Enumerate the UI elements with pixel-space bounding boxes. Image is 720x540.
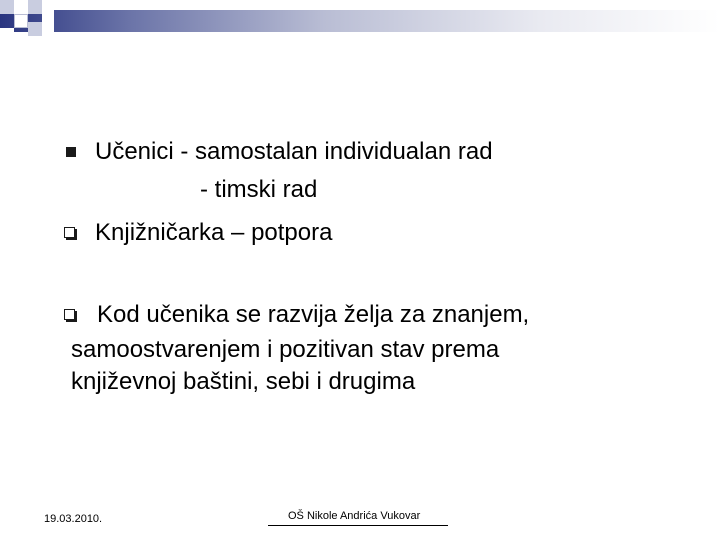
footer-date: 19.03.2010. [44,513,103,525]
bullet-2-line-1: Knjižničarka – potpora [95,219,333,246]
decor-square [14,14,28,28]
decor-square [28,0,42,14]
bullet-3-line-1: Kod učenika se razvija želja za znanjem, [97,301,530,328]
header-gradient-bar [0,10,720,32]
decor-square [28,22,42,36]
bullet-1-line-1: Učenici - samostalan individualan rad [95,138,493,165]
footer-divider [268,525,448,526]
bullet-3-line-3: književnoj baštini, sebi i drugima [71,368,416,395]
footer-school-name: OŠ Nikole Andrića Vukovar [288,510,421,522]
bullet-1-line-2: - timski rad [200,176,318,203]
hollow-square-bullet-icon [64,309,75,320]
decor-square [0,28,14,38]
decor-square [0,0,14,14]
hollow-square-bullet-icon [64,227,75,238]
decor-square [14,0,28,14]
bullet-3-line-2: samoostvarenjem i pozitivan stav prema [71,336,500,363]
decor-square [42,10,54,32]
filled-square-bullet-icon [66,147,76,157]
